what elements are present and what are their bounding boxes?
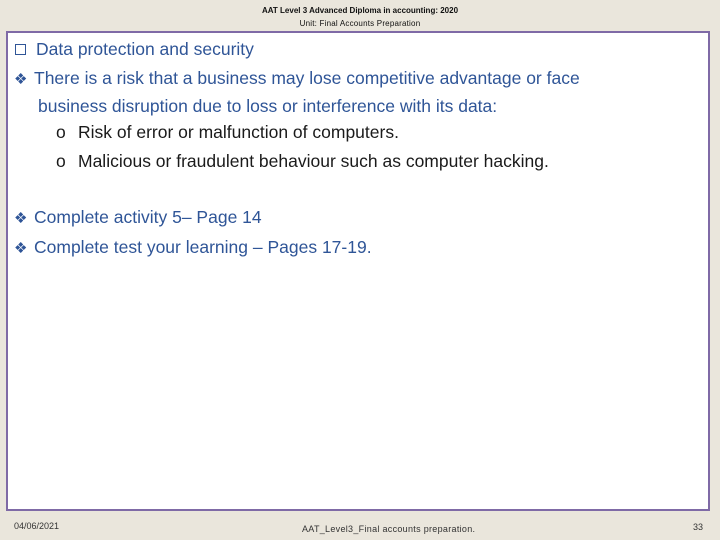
diamond-bullet-icon: ❖ [14, 71, 28, 88]
slide-header [0, 0, 720, 32]
heading-line [15, 39, 254, 60]
sub-point-1 [56, 122, 399, 143]
activity-line [14, 207, 262, 228]
circle-bullet-icon: o [56, 151, 66, 171]
point1-text-line2: business disruption due to loss or interference with its data: [38, 96, 498, 116]
footer-date: 04/06/2021 [14, 521, 60, 531]
test-text: Complete test your learning – Pages 17-19. [34, 237, 372, 257]
sub2-text: Malicious or fraudulent behaviour such as computer hacking. [78, 151, 549, 171]
footer-center: AAT_Level3_Final accounts preparation. [302, 524, 476, 534]
page-number: 33 [693, 522, 704, 532]
diamond-bullet-icon: ❖ [14, 240, 28, 257]
header-subtitle: Unit: Final Accounts Preparation [299, 19, 421, 28]
section-heading: Data protection and security [36, 39, 254, 59]
activity-text: Complete activity 5– Page 14 [34, 207, 262, 227]
point1-text-line1: There is a risk that a business may lose competitive advantage or face [34, 68, 580, 88]
header-title: AAT Level 3 Advanced Diploma in accounting: 2020 [261, 6, 459, 15]
test-line [14, 237, 372, 258]
point-line-1-cont [38, 96, 497, 117]
sub1-text: Risk of error or malfunction of computers. [78, 122, 399, 142]
diamond-bullet-icon: ❖ [14, 210, 28, 227]
circle-bullet-icon: o [56, 122, 66, 142]
sub-point-2 [56, 151, 549, 172]
square-bullet-icon [15, 44, 26, 55]
point-line-1 [14, 68, 580, 89]
content-frame [6, 31, 710, 511]
